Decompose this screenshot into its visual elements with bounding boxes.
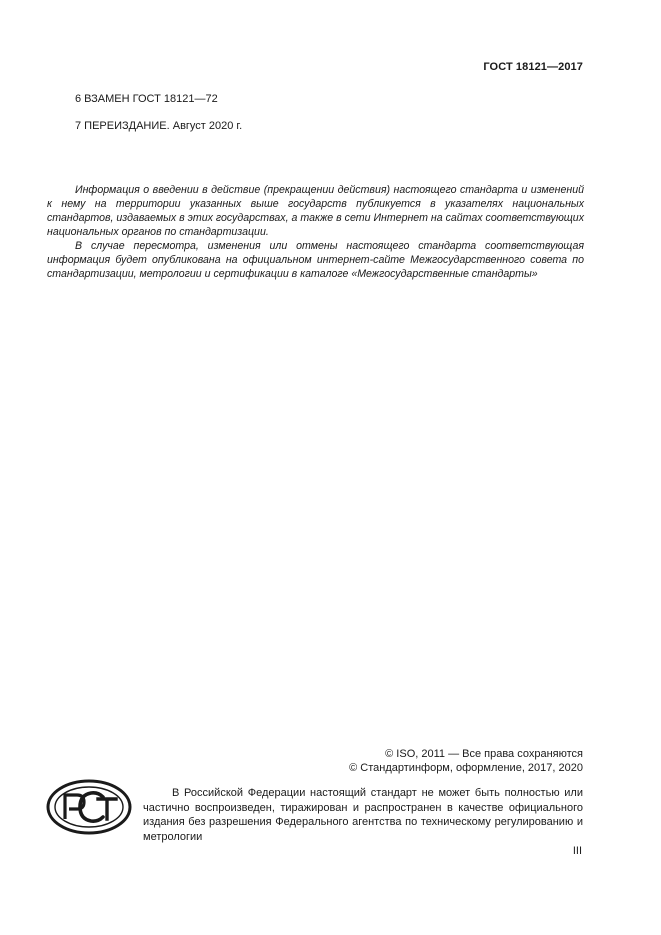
legal-notice: В Российской Федерации настоящий стандарт не может быть полностью или частично воспроизведен, тиражирован и распространен в качестве официального издания без разрешения Федерального агентства по техническому регулированию и метрологии (143, 787, 583, 843)
standard-code: ГОСТ 18121—2017 (483, 61, 583, 73)
rst-certification-logo-icon (46, 779, 132, 835)
reissue-item: 7 ПЕРЕИЗДАНИЕ. Август 2020 г. (75, 120, 243, 132)
notice-paragraph-introduction: Информация о введении в действие (прекращении действия) настоящего стандарта и изменений к нему на территории указанных выше государств публикуется в указателях национальных стандартов, издаваемых в этих государствах, а также в сети Интернет на сайтах соответствующих национальных органов по стандартизации. (47, 184, 584, 238)
replacement-item: 6 ВЗАМЕН ГОСТ 18121—72 (75, 93, 218, 105)
standartinform-copyright: © Стандартинформ, оформление, 2017, 2020 (349, 762, 583, 774)
page-number: III (572, 845, 582, 857)
notice-paragraph-revision: В случае пересмотра, изменения или отмены настоящего стандарта соответствующая информация будет опубликована на официальном интернет-сайте Межгосударственного совета по стандартизации, метрологии и сертификации в каталоге «Межгосударственные стандарты» (47, 240, 584, 280)
iso-copyright: © ISO, 2011 — Все права сохраняются (385, 748, 583, 760)
